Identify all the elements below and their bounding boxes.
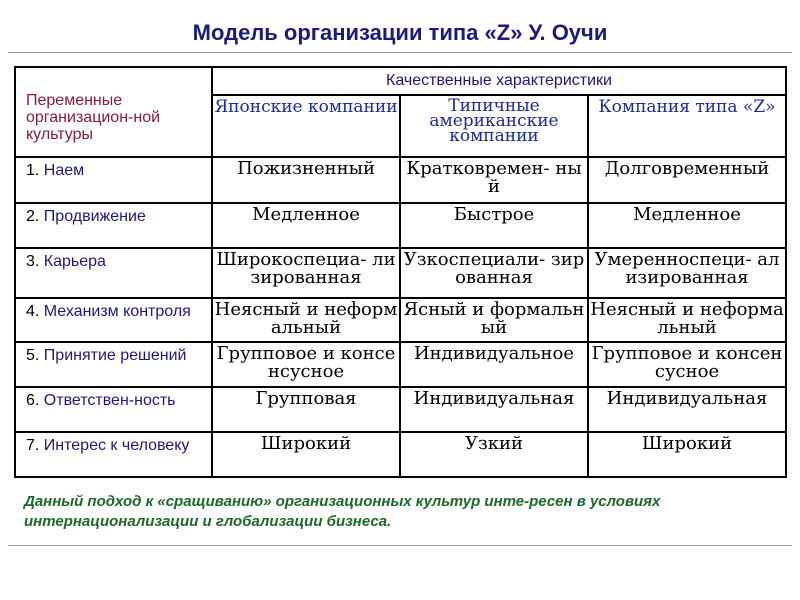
table-cell: Индивидуальная <box>400 387 588 432</box>
corner-header-cell <box>15 67 212 157</box>
row-label-cell: 5. Принятие решений <box>15 342 212 387</box>
comparison-table <box>14 66 787 478</box>
table-cell: Групповое и консенсусное <box>212 342 400 387</box>
table-cell: Умеренноспеци- ализированная <box>588 248 786 298</box>
table-cell: Ясный и формальный <box>400 298 588 342</box>
table-cell: Индивидуальное <box>400 342 588 387</box>
column-header-american: Типичные американские компании <box>400 95 588 157</box>
row-label-cell: 4. Механизм контроля <box>15 298 212 342</box>
table-cell: Групповое и консенсусное <box>588 342 786 387</box>
table-cell: Узкоспециали- зированная <box>400 248 588 298</box>
footer-note: Данный подход к «сращиванию» организационных культур инте-ресен в условиях интернационализации и глобализации бизнеса. <box>24 493 661 530</box>
table-cell: Медленное <box>212 203 400 248</box>
table-cell: Групповая <box>212 387 400 432</box>
table-row <box>15 203 786 248</box>
row-label-cell: 2. Продвижение <box>15 203 212 248</box>
row-label-cell: 7. Интерес к человеку <box>15 432 212 477</box>
table-row <box>15 157 786 203</box>
table-row <box>15 248 786 298</box>
bottom-divider <box>8 545 792 546</box>
table-cell: Широкий <box>588 432 786 477</box>
comparison-table-wrap <box>14 66 785 478</box>
table-cell: Кратковремен- ный <box>400 157 588 203</box>
row-label-cell: 3. Карьера <box>15 248 212 298</box>
row-label-cell: 6. Ответствен-ность <box>15 387 212 432</box>
top-divider <box>8 52 792 53</box>
column-header-z: Компания типа «Z» <box>588 95 786 157</box>
table-row <box>15 342 786 387</box>
row-label-cell: 1. Наем <box>15 157 212 203</box>
table-row <box>15 387 786 432</box>
table-row <box>15 298 786 342</box>
group-header-cell <box>212 67 786 95</box>
table-row <box>15 432 786 477</box>
corner-header: Переменные организацион-ной культуры <box>26 92 161 143</box>
group-header: Качественные характеристики <box>386 72 612 89</box>
table-cell: Неясный и неформальный <box>588 298 786 342</box>
table-cell: Пожизненный <box>212 157 400 203</box>
page-title: Модель организации типа «Z» У. Оучи <box>192 20 608 45</box>
column-header-japanese: Японские компании <box>212 95 400 157</box>
table-cell: Узкий <box>400 432 588 477</box>
table-cell: Долговременный <box>588 157 786 203</box>
table-cell: Неясный и неформальный <box>212 298 400 342</box>
table-cell: Широкий <box>212 432 400 477</box>
table-cell: Медленное <box>588 203 786 248</box>
table-cell: Быстрое <box>400 203 588 248</box>
table-cell: Индивидуальная <box>588 387 786 432</box>
table-cell: Широкоспециа- лизированная <box>212 248 400 298</box>
